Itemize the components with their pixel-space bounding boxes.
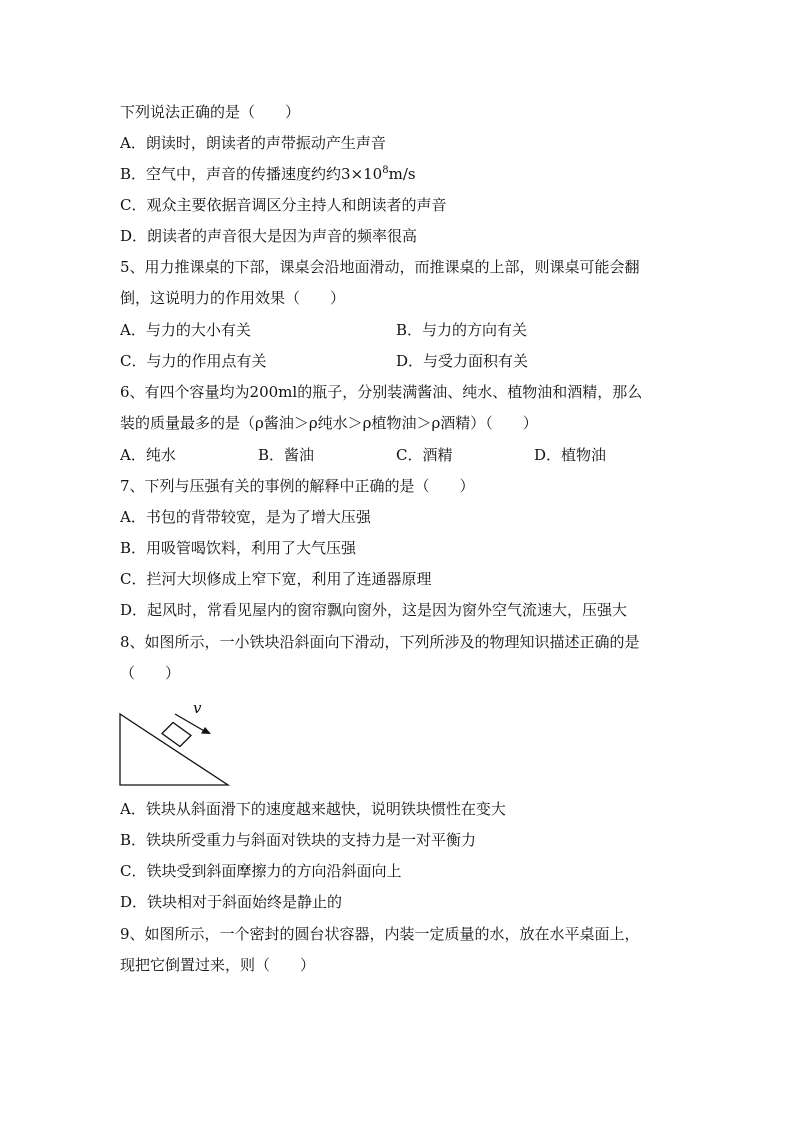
- q7-option-a: A．书包的背带较宽，是为了增大压强: [120, 508, 371, 526]
- q8-stem-line2: （ ）: [120, 664, 181, 682]
- q4-option-b-exponent: 8: [382, 165, 389, 176]
- q4-option-c: C．观众主要依据音调区分主持人和朗读者的声音: [120, 196, 447, 214]
- q8-option-d: D．铁块相对于斜面始终是静止的: [120, 893, 343, 911]
- q6-option-d: D．植物油: [534, 446, 607, 464]
- q6-option-a: A．纯水: [120, 446, 176, 464]
- q5-option-d: D．与受力面积有关: [396, 352, 529, 370]
- q5-stem-line2: 倒，这说明力的作用效果（ ）: [120, 289, 346, 307]
- q6-option-b: B．酱油: [258, 446, 315, 464]
- q7-option-c: C．拦河大坝修成上窄下宽，利用了连通器原理: [120, 570, 432, 588]
- q4-option-d: D．朗读者的声音很大是因为声音的频率很高: [120, 227, 418, 245]
- q8-stem-line1: 8、如图所示，一小铁块沿斜面向下滑动，下列所涉及的物理知识描述正确的是: [120, 633, 640, 651]
- q6-stem-line2: 装的质量最多的是（ρ酱油＞ρ纯水＞ρ植物油＞ρ酒精）（ ）: [120, 414, 538, 432]
- velocity-label: v: [193, 699, 202, 717]
- q6-stem-line1: 6、有四个容量均为200ml的瓶子，分别装满酱油、纯水、植物油和酒精，那么: [120, 383, 643, 401]
- iron-block: [162, 723, 191, 747]
- q4-option-b-unit: m/s: [388, 165, 416, 183]
- q4-option-b: [120, 164, 416, 184]
- q4-option-a: A．朗读时，朗读者的声带振动产生声音: [120, 134, 386, 152]
- q4-option-b-text: B．空气中，声音的传播速度约约3×10: [120, 165, 383, 183]
- q7-option-d: D．起风时，常看见屋内的窗帘飘向窗外，这是因为窗外空气流速大，压强大: [120, 601, 628, 619]
- q8-option-c: C．铁块受到斜面摩擦力的方向沿斜面向上: [120, 862, 402, 880]
- q5-option-b: B．与力的方向有关: [396, 321, 528, 339]
- q5-option-a: A．与力的大小有关: [120, 321, 251, 339]
- q4-stem: 下列说法正确的是（ ）: [120, 103, 301, 121]
- incline-figure: [118, 696, 238, 788]
- q9-stem-line2: 现把它倒置过来，则（ ）: [120, 956, 316, 974]
- q6-option-c: C．酒精: [396, 446, 453, 464]
- q8-option-b: B．铁块所受重力与斜面对铁块的支持力是一对平衡力: [120, 831, 477, 849]
- q5-stem-line1: 5、用力推课桌的下部，课桌会沿地面滑动，而推课桌的上部，则课桌可能会翻: [120, 258, 640, 276]
- q9-stem-line1: 9、如图所示，一个密封的圆台状容器，内装一定质量的水，放在水平桌面上，: [120, 925, 640, 943]
- q5-option-c: C．与力的作用点有关: [120, 352, 267, 370]
- q7-option-b: B．用吸管喝饮料，利用了大气压强: [120, 539, 357, 557]
- q8-option-a: A．铁块从斜面滑下的速度越来越快，说明铁块惯性在变大: [120, 800, 506, 818]
- q7-stem: 7、下列与压强有关的事例的解释中正确的是（ ）: [120, 477, 475, 495]
